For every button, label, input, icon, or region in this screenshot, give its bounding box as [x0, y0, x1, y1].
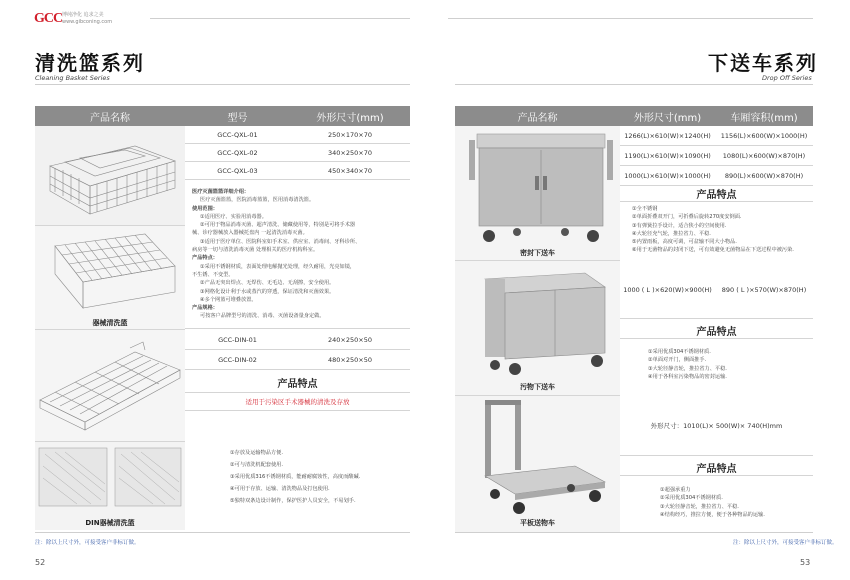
din-tray-pair-image: [35, 442, 185, 530]
intro-line: 产品规格：: [192, 305, 218, 312]
cart3-feature-title: 产品特点: [696, 464, 737, 475]
feature-line: ①存放及运输物品方便.: [230, 450, 283, 456]
intro-line: ②可用于物品消毒灭菌、超声清洗、储藏使用等，特别是可将手术器: [200, 222, 356, 229]
feature-line: ③大轮径静音轮，推拉省力、平稳.: [660, 503, 739, 510]
divider: [185, 392, 410, 393]
basket-caption-2: DIN器械清洗篮: [85, 519, 135, 527]
basket-size-table-2: [185, 330, 410, 370]
header-rule-right: [448, 18, 813, 19]
intro-line: ③网格化设计利于水或蒸汽的穿透，保证清洗和灭菌效果。: [200, 288, 335, 295]
feature-line: ①采用优质304不锈钢材质.: [648, 349, 711, 355]
feature-line: ②采用优质304不锈钢材质.: [660, 495, 723, 502]
feature-line: ④用于各科室污染物品的密封运输.: [648, 373, 727, 380]
size-cell: 1266(L)×610(W)×1240(H): [620, 126, 715, 146]
intro-line: 病房等一切与清洗消毒灭菌 处理相关的医疗机构科室。: [192, 247, 319, 254]
right-bottom-rule: [455, 532, 813, 533]
feature-line: ⑥用于无菌物品的封闭下送，可有效避免无菌物品在下送过程中被污染.: [632, 247, 794, 254]
flat-cart-size-row: [620, 396, 813, 456]
basket-intro-text: [192, 188, 407, 321]
table-row: [620, 166, 813, 186]
model-cell: GCC-QXL-02: [185, 144, 290, 162]
feature-line: ④可用于存放、运输、清洗物品及打包使用.: [230, 486, 330, 492]
feature-line: ④大轮径充气轮，推拉省力、平稳.: [632, 230, 711, 237]
cart3-feature-list: [660, 486, 813, 519]
col-product-name: 产品名称: [517, 112, 558, 124]
feature-line: ⑤内置雨板，高度可调，可盆输不同大小物品.: [632, 239, 737, 246]
dirty-cart-size-row: [620, 261, 813, 319]
table-row: [620, 126, 813, 146]
right-section-title: 下送车系列: [708, 51, 818, 75]
feature-line: ①超强承重力: [660, 487, 691, 493]
intro-line: 产品特点：: [192, 255, 218, 262]
table-row: [185, 350, 410, 370]
feature-line: ②可与清洗机配套使用.: [230, 462, 283, 468]
cart2-feature-title: 产品特点: [696, 327, 737, 338]
table-row: [185, 330, 410, 350]
col-model: 型号: [227, 112, 248, 124]
left-title-rule: [35, 84, 410, 85]
size-cell: 480×250×50: [290, 350, 410, 370]
model-cell: GCC-DIN-02: [185, 350, 290, 370]
left-section-subtitle: Cleaning Basket Series: [35, 74, 110, 82]
intro-line: ②产品无突出焊点、无焊伤、无毛边、无刮擦，安全使用。: [200, 280, 335, 287]
logo-tagline: [62, 12, 112, 26]
intro-line: 医疗灭菌篮篮详细介绍：: [192, 189, 250, 195]
cart-caption-1: 密封下送车: [520, 249, 555, 257]
basket-size-table-1: [185, 126, 410, 180]
volume-cell: 1080(L)×600(W)×870(H): [715, 146, 813, 166]
left-table-header: [35, 106, 410, 126]
left-section-title: 清洗篮系列: [35, 51, 145, 75]
col-product-name: 产品名称: [90, 112, 130, 124]
right-section-subtitle: Drop Off Series: [762, 74, 812, 82]
tagline-text: 博纯净化 追求之美: [62, 12, 104, 18]
feature-line: ③大轮径静音轮，推拉省力、平稳.: [648, 365, 727, 372]
din-feature-list: [230, 447, 410, 507]
right-page-number: 53: [800, 558, 811, 567]
volume-cell: 890 ( L )×570(W)×870(H): [715, 261, 813, 319]
basket-caption-1: 器械清洗篮: [92, 319, 128, 327]
intro-line: ④多个网篮可堆叠放置。: [200, 296, 257, 303]
divider: [620, 475, 813, 476]
volume-cell: 890(L)×600(W)×870(H): [715, 166, 813, 186]
left-page-number: 52: [35, 558, 46, 567]
header-rule-left: [150, 18, 410, 19]
cart1-feature-title: 产品特点: [696, 190, 737, 201]
divider: [620, 338, 813, 339]
size-cell: 340×250×70: [290, 144, 410, 162]
table-row: [185, 162, 410, 180]
size-cell: 外形尺寸：1010(L)× 500(W)× 740(H)mm: [650, 422, 783, 430]
size-cell: 1190(L)×610(W)×1090(H): [620, 146, 715, 166]
din-tray-image: [35, 330, 185, 442]
size-cell: 240×250×50: [290, 330, 410, 350]
intro-line: ③适用于医疗单位、医院科室如手术室、供应室、消毒间、牙科诊所、: [200, 238, 361, 245]
intro-line: ①适用医疗、实验用消毒器。: [200, 213, 267, 220]
right-table-header: [455, 106, 813, 126]
left-feature-highlight: 适用于污染区手术器械的清洗及存放: [245, 398, 350, 406]
size-cell: 1000(L)×610(W)×1000(H): [620, 166, 715, 186]
flat-cart-image: [455, 396, 620, 532]
basket-set-image: [35, 126, 185, 226]
intro-line: 不生锈、不变型。: [192, 271, 234, 278]
model-cell: GCC-DIN-01: [185, 330, 290, 350]
intro-line: ①采用不锈钢材质，表面处理电解抛光处理，经久耐用，光亮如镜，: [200, 263, 356, 270]
feature-line: ④结构经巧，推拉方便，便于各种物品的运输.: [660, 511, 765, 518]
size-cell: 1000 ( L )×620(W)×900(H): [620, 261, 715, 319]
left-bottom-rule: [35, 532, 410, 533]
intro-line: 医疗灭菌篮篮，医院消毒篮篮，医用消毒清洗篮。: [200, 197, 315, 204]
cart-caption-3: 平板送物车: [520, 519, 555, 527]
website-text: www.gibconing.com: [62, 19, 113, 25]
feature-line: ⑤独特双条边设计制作，保护医护人员安全，不易划手.: [230, 498, 356, 504]
right-footnote: 注：除以上尺寸外，可接受客户非标订做。: [733, 540, 838, 546]
sealed-cart-size-table: [620, 126, 813, 186]
intro-line: 可按客户品牌型号的清洗、消毒、灭菌设备量身定做。: [200, 313, 325, 320]
company-logo: GCC: [34, 11, 63, 26]
table-row: [185, 144, 410, 162]
divider: [620, 201, 813, 202]
left-feature-title: 产品特点: [277, 379, 318, 390]
col-size: 外形尺寸(mm): [316, 112, 384, 124]
model-cell: GCC-QXL-03: [185, 162, 290, 180]
intro-line: 使用范围：: [192, 205, 218, 212]
divider: [185, 410, 410, 411]
table-row: [620, 146, 813, 166]
cart-caption-2: 污物下送车: [520, 383, 555, 391]
size-cell: 450×340×70: [290, 162, 410, 180]
instrument-basket-image: [35, 226, 185, 330]
feature-line: ①全不锈钢: [632, 206, 658, 212]
col-volume: 车厢容积(mm): [730, 112, 798, 124]
intro-line: 械、诊疗器械放入器械托盘内 一起清洗消毒灭菌。: [192, 230, 308, 237]
dirty-cart-image: [455, 261, 620, 396]
sealed-cart-image: [455, 126, 620, 261]
cart1-feature-list: [632, 205, 812, 255]
model-cell: GCC-QXL-01: [185, 126, 290, 144]
feature-line: ③有弹簧拉手设计，适合狭小的空间使用.: [632, 222, 727, 229]
feature-line: ②单面折叠双开门，可折叠后旋转270度安倒面.: [632, 214, 742, 221]
table-row: [185, 126, 410, 144]
left-footnote: 注：除以上尺寸外，可接受客户非标订做。: [35, 540, 140, 546]
cart2-feature-list: [648, 348, 813, 381]
col-outer-size: 外形尺寸(mm): [633, 112, 702, 124]
size-cell: 250×170×70: [290, 126, 410, 144]
divider: [185, 328, 410, 329]
right-title-rule: [455, 84, 813, 85]
feature-line: ②单面对开门，侧面推手.: [648, 357, 707, 364]
feature-line: ③采用优质316不锈钢材质，能耐耐腐蚀性，高度而酸碱.: [230, 474, 361, 480]
volume-cell: 1156(L)×600(W)×1000(H): [715, 126, 813, 146]
